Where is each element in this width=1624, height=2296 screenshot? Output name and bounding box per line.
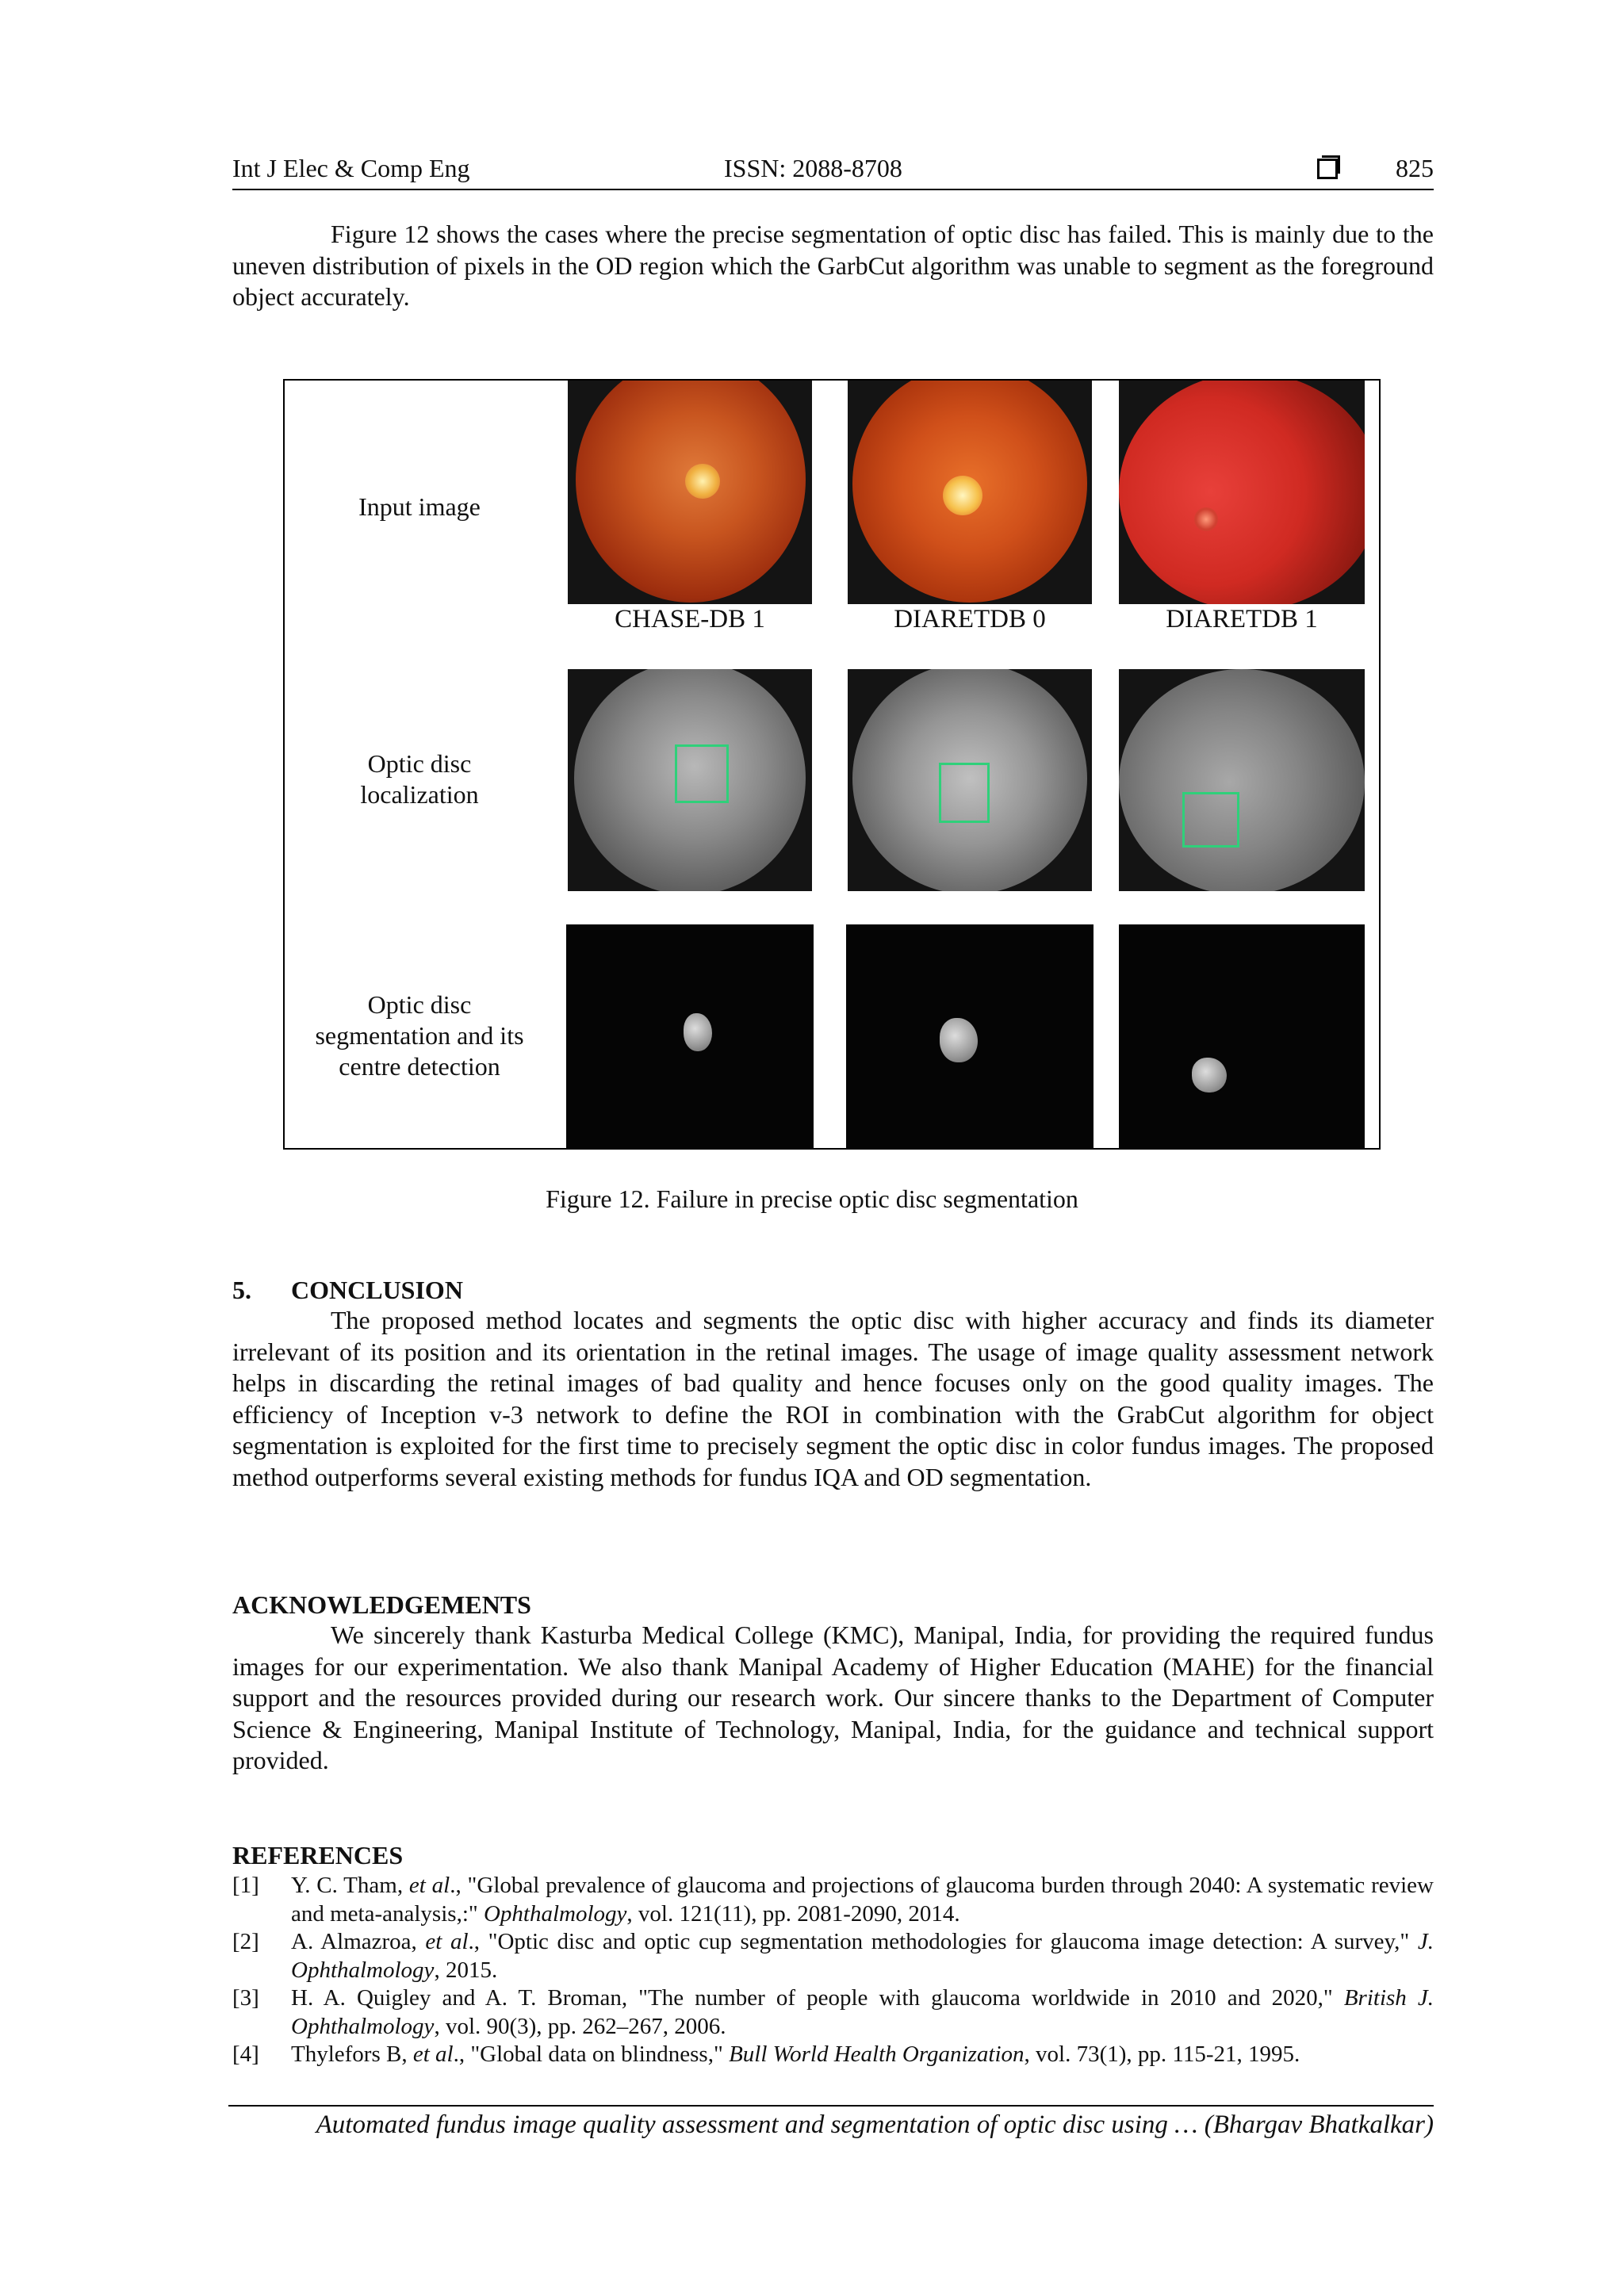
intro-paragraph: Figure 12 shows the cases where the precise segmentation of optic disc has failed. This is mainly due to the uneven distribution of pixels in the OD region which the GarbCut algorithm was unable to segment as the foreground object accurately. bbox=[232, 220, 1434, 311]
reference-number: [2] bbox=[232, 1929, 259, 1954]
figure-12 bbox=[283, 379, 1381, 1150]
reference-venue: J. Ophthalmology bbox=[291, 1929, 1434, 1983]
section-heading: ACKNOWLEDGEMENTS bbox=[232, 1590, 531, 1619]
conclusion-paragraph: The proposed method locates and segments the optic disc with higher accuracy and finds its diameter irrelevant of its position and its orientation in the retinal images. The usage of image quality assessment network helps in discarding the retinal images of bad quality and hence focuses only on the good quality images. The efficiency of Inception v-3 network to define the ROI in combination with the GrabCut algorithm for object segmentation is exploited for the first time to precisely segment the optic disc in color fundus images. The proposed method outperforms several existing methods for fundus IQA and OD segmentation. bbox=[232, 1306, 1434, 1491]
footer-rule bbox=[228, 2105, 1434, 2107]
running-footer: Automated fundus image quality assessment and segmentation of optic disc using … (Bhargav Bhatkalkar) bbox=[316, 2110, 1434, 2139]
references-list bbox=[232, 1872, 1434, 2069]
reference-authors: Thylefors B, bbox=[291, 2042, 413, 2067]
figure-caption: Figure 12. Failure in precise optic disc segmentation bbox=[546, 1184, 1078, 1213]
localization-box bbox=[1182, 792, 1239, 848]
dataset-label-chase: CHASE-DB 1 bbox=[615, 605, 765, 633]
reference-authors: H. A. Quigley and A. T. Broman, "The number of people with glaucoma worldwide in 2010 and 2020," bbox=[291, 1985, 1344, 2011]
section-heading: REFERENCES bbox=[232, 1841, 404, 1869]
row-label-segmentation-text: Optic disc segmentation and its centre detection bbox=[315, 990, 524, 1081]
reference-authors: Y. C. Tham, bbox=[291, 1873, 409, 1898]
reference-etal: et al bbox=[412, 2042, 454, 2067]
fundus-image-chase bbox=[568, 381, 812, 604]
conclusion-section bbox=[232, 1276, 1434, 1493]
segmentation-image-diaretdb1 bbox=[1119, 924, 1365, 1148]
reference-venue: Bull World Health Organization bbox=[729, 2042, 1025, 2067]
reference-title: ., "Global prevalence of glaucoma and projections of glaucoma burden through 2040: A systematic review and meta-analysis,:" bbox=[291, 1873, 1434, 1927]
fundus-image-diaretdb1 bbox=[1119, 381, 1365, 604]
localization-image-diaretdb1 bbox=[1119, 669, 1365, 891]
reference-number: [3] bbox=[232, 1985, 259, 2011]
reference-item bbox=[232, 1928, 1434, 1984]
reference-number: [1] bbox=[232, 1873, 259, 1898]
issn: ISSN: 2088-8708 bbox=[724, 154, 902, 182]
reference-title: ., "Global data on blindness," bbox=[453, 2042, 730, 2067]
reference-details: , 2015. bbox=[434, 1957, 498, 1983]
segmentation-image-diaretdb0 bbox=[846, 924, 1094, 1148]
localization-image-chase bbox=[568, 669, 812, 891]
dataset-label-diaretdb1: DIARETDB 1 bbox=[1166, 605, 1318, 633]
reference-authors: A. Almazroa, bbox=[291, 1929, 426, 1954]
reference-etal: et al bbox=[408, 1873, 450, 1898]
reference-details: , vol. 73(1), pp. 115-21, 1995. bbox=[1024, 2042, 1300, 2067]
row-label-input: Input image bbox=[358, 492, 481, 521]
row-label-localization bbox=[285, 748, 554, 810]
section-number: 5. bbox=[232, 1276, 251, 1304]
section-title: CONCLUSION bbox=[291, 1276, 463, 1304]
reference-item bbox=[232, 1984, 1434, 2041]
reference-venue: British J. Ophthalmology bbox=[291, 1985, 1434, 2039]
reference-number: [4] bbox=[232, 2042, 259, 2067]
localization-box bbox=[939, 763, 990, 823]
page-number: 825 bbox=[1396, 154, 1434, 182]
localization-box bbox=[675, 744, 729, 803]
intro-paragraph-block bbox=[232, 219, 1434, 313]
running-header bbox=[232, 152, 1434, 190]
row-label-localization-text: Optic disc localization bbox=[360, 749, 479, 809]
reference-venue: Ophthalmology bbox=[483, 1900, 627, 1927]
reference-item bbox=[232, 2041, 1434, 2069]
section-heading bbox=[232, 1276, 1434, 1305]
fundus-image-diaretdb0 bbox=[848, 381, 1092, 604]
references-section bbox=[232, 1841, 1434, 2069]
journal-name: Int J Elec & Comp Eng bbox=[232, 154, 470, 182]
dataset-label-diaretdb0: DIARETDB 0 bbox=[894, 605, 1046, 633]
reference-etal: et al bbox=[425, 1929, 469, 1954]
acknowledgements-section bbox=[232, 1590, 1434, 1777]
reference-item bbox=[232, 1872, 1434, 1928]
row-label-segmentation bbox=[285, 989, 554, 1082]
localization-image-diaretdb0 bbox=[848, 669, 1092, 891]
reference-details: , vol. 90(3), pp. 262–267, 2006. bbox=[434, 2013, 726, 2039]
segmentation-image-chase bbox=[566, 924, 814, 1148]
reference-details: , vol. 121(11), pp. 2081-2090, 2014. bbox=[626, 1900, 960, 1927]
square-bullet-icon bbox=[1317, 159, 1338, 179]
reference-title: ., "Optic disc and optic cup segmentation methodologies for glaucoma image detection: A survey," bbox=[468, 1929, 1418, 1954]
acknowledgements-paragraph: We sincerely thank Kasturba Medical College (KMC), Manipal, India, for providing the required fundus images for our experimentation. We also thank Manipal Academy of Higher Education (MAHE) for the financial support and the resources provided during our research work. Our sincere thanks to the Department of Computer Science & Engineering, Manipal Institute of Technology, Manipal, India, for the guidance and technical support provided. bbox=[232, 1621, 1434, 1774]
